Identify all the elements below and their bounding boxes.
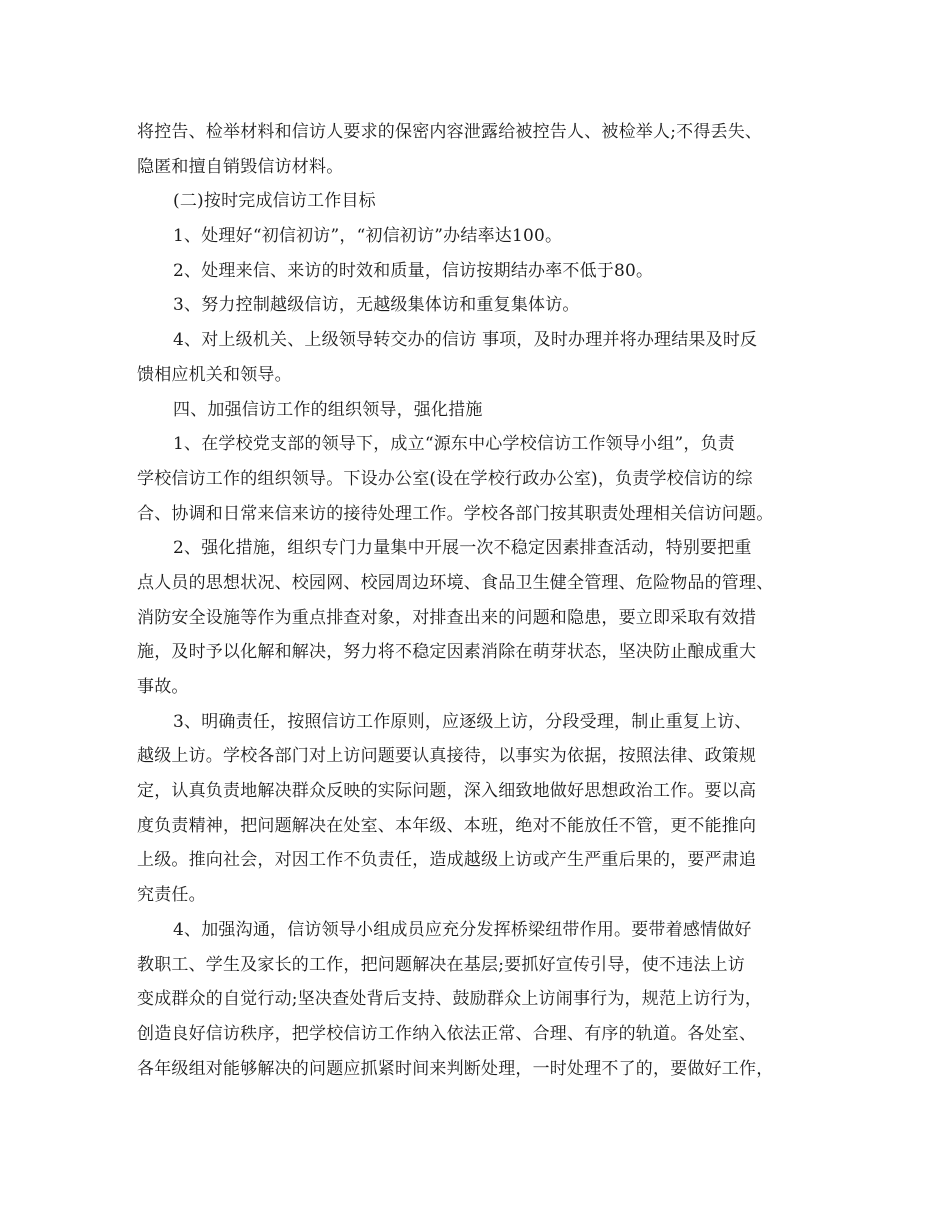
text-line: 合、协调和日常来信来访的接待处理工作。学校各部门按其职责处理相关信访问题。 [137, 503, 774, 524]
document-body [137, 115, 837, 1086]
text-line: 2、处理来信、来访的时效和质量，信访按期结办率不低于80。 [173, 260, 654, 281]
text-line: 创造良好信访秩序，把学校信访工作纳入依法正常、合理、有序的轨道。各处室、 [137, 1023, 757, 1044]
text-line: 度负责精神，把问题解决在处室、本年级、本班，绝对不能放任不管，更不能推向 [137, 815, 757, 836]
text-line: (二)按时完成信访工作目标 [173, 191, 376, 212]
text-line: 将控告、检举材料和信访人要求的保密内容泄露给被控告人、被检举人;不得丢失、 [137, 122, 763, 142]
text-line: 学校信访工作的组织领导。下设办公室(设在学校行政办公室)，负责学校信访的综 [137, 468, 753, 489]
text-line: 教职工、学生及家长的工作，把问题解决在基层;要抓好宣传引导，使不违法上访 [137, 954, 745, 975]
text-line: 究责任。 [137, 885, 206, 906]
text-line: 点人员的思想状况、校园网、校园周边环境、食品卫生健全管理、危险物品的管理、 [137, 572, 774, 593]
text-line: 4、对上级机关、上级领导转交办的信访 事项，及时办理并将办理结果及时反 [173, 330, 758, 351]
text-line: 2、强化措施，组织专门力量集中开展一次不稳定因素排查活动，特别要把重 [173, 538, 752, 559]
text-line: 消防安全设施等作为重点排查对象，对排查出来的问题和隐患，要立即采取有效措 [137, 607, 757, 628]
text-line: 事故。 [137, 677, 189, 697]
text-line: 1、在学校党支部的领导下，成立“源东中心学校信访工作领导小组”，负责 [173, 434, 735, 455]
text-line: 变成群众的自觉行动;坚决查处背后支持、鼓励群众上访闹事行为，规范上访行为， [137, 989, 763, 1010]
text-line: 3、明确责任，按照信访工作原则，应逐级上访，分段受理，制止重复上访、 [173, 711, 752, 732]
text-line: 馈相应机关和领导。 [137, 364, 292, 385]
text-line: 越级上访。学校各部门对上访问题要认真接待，以事实为依据，按照法律、政策规 [137, 746, 757, 767]
text-line: 4、加强沟通，信访领导小组成员应充分发挥桥梁纽带作用。要带着感情做好 [173, 919, 752, 940]
text-line: 施，及时予以化解和解决，努力将不稳定因素消除在萌芽状态，坚决防止酿成重大 [137, 642, 757, 663]
text-line: 上级。推向社会，对因工作不负责任，造成越级上访或产生严重后果的，要严肃追 [137, 850, 757, 871]
text-line: 1、处理好“初信初访”，“初信初访”办结率达100。 [173, 226, 563, 247]
text-line: 定，认真负责地解决群众反映的实际问题，深入细致地做好思想政治工作。要以高 [137, 781, 757, 802]
text-line: 四、加强信访工作的组织领导，强化措施 [173, 399, 483, 420]
text-line: 3、努力控制越级信访，无越级集体访和重复集体访。 [173, 295, 580, 316]
text-line: 各年级组对能够解决的问题应抓紧时间来判断处理，一时处理不了的，要做好工作， [137, 1058, 774, 1079]
text-line: 隐匿和擅自销毁信访材料。 [137, 156, 344, 177]
